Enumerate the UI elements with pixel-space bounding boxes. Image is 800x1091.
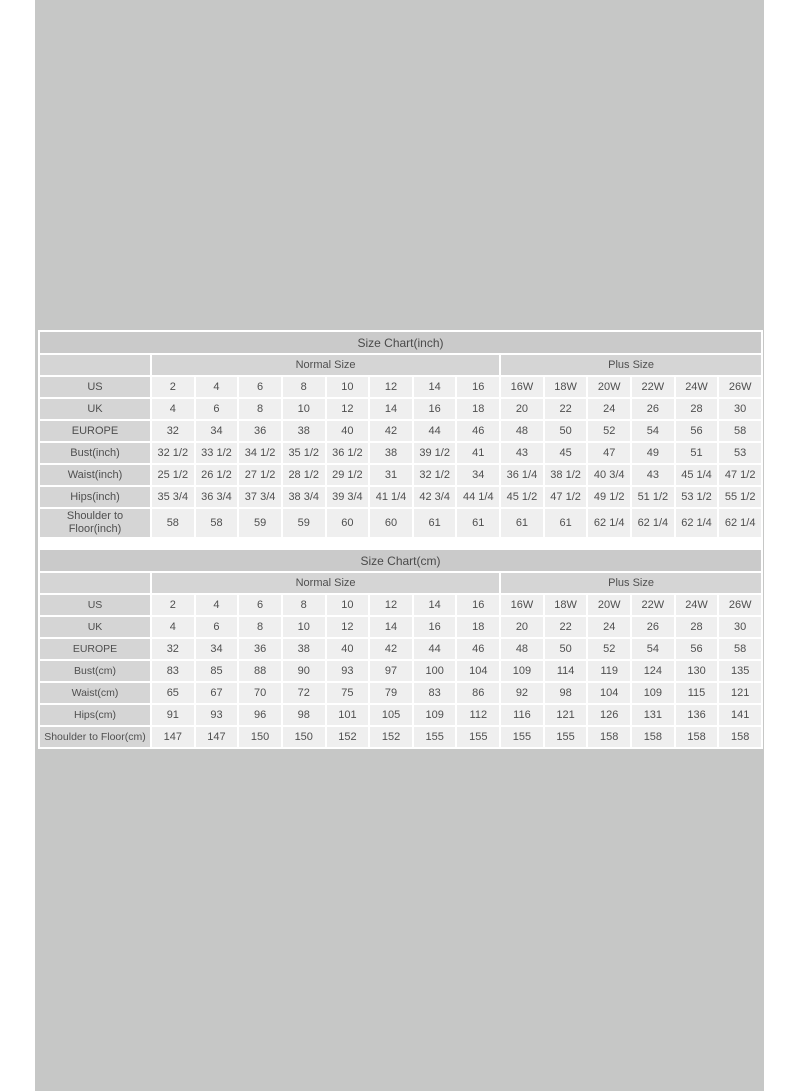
size-cell: 39 3/4: [327, 487, 369, 507]
size-cell: 10: [327, 377, 369, 397]
row-header-europe: EUROPE: [40, 421, 150, 441]
size-chart-cm-table: [38, 571, 763, 749]
size-cell: 93: [327, 661, 369, 681]
size-cell: 14: [370, 399, 412, 419]
row-header-us: US: [40, 595, 150, 615]
size-cell: 36: [239, 639, 281, 659]
size-cell: 36 1/2: [327, 443, 369, 463]
size-cell: 26W: [719, 377, 761, 397]
size-cell: 20: [501, 617, 543, 637]
size-cell: 27 1/2: [239, 465, 281, 485]
size-cell: 52: [588, 421, 630, 441]
size-cell: 36 1/4: [501, 465, 543, 485]
size-cell: 70: [239, 683, 281, 703]
size-cell: 22: [545, 617, 587, 637]
size-cell: 6: [239, 595, 281, 615]
size-chart-inch-table: [38, 353, 763, 539]
size-cell: 24W: [676, 377, 718, 397]
size-cell: 152: [370, 727, 412, 747]
size-cell: 16: [457, 595, 499, 615]
size-chart-cm-block: [40, 550, 761, 749]
size-cell: 115: [676, 683, 718, 703]
size-cell: 32: [152, 421, 194, 441]
size-cell: 62 1/4: [719, 509, 761, 537]
row-header-waist-inch-: Waist(inch): [40, 465, 150, 485]
size-chart-inch-block: [40, 332, 761, 539]
size-cell: 45: [545, 443, 587, 463]
row-header-hips-inch-: Hips(inch): [40, 487, 150, 507]
size-cell: 45 1/2: [501, 487, 543, 507]
row-header-us: US: [40, 377, 150, 397]
size-cell: 83: [414, 683, 456, 703]
size-cell: 35 1/2: [283, 443, 325, 463]
size-cell: 22W: [632, 377, 674, 397]
size-cell: 34: [457, 465, 499, 485]
size-cell: 40 3/4: [588, 465, 630, 485]
size-cell: 6: [239, 377, 281, 397]
size-cell: 41: [457, 443, 499, 463]
size-cell: 18W: [545, 595, 587, 615]
size-cell: 8: [283, 595, 325, 615]
size-cell: 25 1/2: [152, 465, 194, 485]
table-row: [40, 487, 761, 507]
size-cell: 20W: [588, 377, 630, 397]
size-cell: 147: [152, 727, 194, 747]
size-cell: 18W: [545, 377, 587, 397]
row-header-bust-inch-: Bust(inch): [40, 443, 150, 463]
size-cell: 24: [588, 617, 630, 637]
size-cell: 67: [196, 683, 238, 703]
table-row: [40, 465, 761, 485]
size-cell: 14: [370, 617, 412, 637]
table-row: [40, 683, 761, 703]
size-cell: 34: [196, 421, 238, 441]
size-cell: 158: [719, 727, 761, 747]
size-cell: 109: [632, 683, 674, 703]
size-cell: 46: [457, 639, 499, 659]
size-cell: 26: [632, 617, 674, 637]
size-cell: 29 1/2: [327, 465, 369, 485]
size-cell: 32: [152, 639, 194, 659]
size-cell: 37 3/4: [239, 487, 281, 507]
size-cell: 98: [545, 683, 587, 703]
size-cell: 40: [327, 639, 369, 659]
size-cell: 104: [457, 661, 499, 681]
size-cell: 53 1/2: [676, 487, 718, 507]
size-cell: 38 3/4: [283, 487, 325, 507]
row-header-shoulder-to-floor-inch-: Shoulder to Floor(inch): [40, 509, 150, 537]
size-cell: 31: [370, 465, 412, 485]
size-cell: 121: [545, 705, 587, 725]
plus-size-group-header: Plus Size: [501, 573, 761, 593]
size-cell: 6: [196, 617, 238, 637]
table-row: [40, 443, 761, 463]
size-cell: 65: [152, 683, 194, 703]
size-cell: 50: [545, 639, 587, 659]
size-cell: 58: [719, 421, 761, 441]
size-cell: 119: [588, 661, 630, 681]
size-cell: 126: [588, 705, 630, 725]
size-cell: 100: [414, 661, 456, 681]
size-cell: 24W: [676, 595, 718, 615]
size-cell: 83: [152, 661, 194, 681]
size-cell: 34 1/2: [239, 443, 281, 463]
size-cell: 158: [632, 727, 674, 747]
size-cell: 39 1/2: [414, 443, 456, 463]
size-cell: 152: [327, 727, 369, 747]
table-row: [40, 617, 761, 637]
size-cell: 124: [632, 661, 674, 681]
size-cell: 79: [370, 683, 412, 703]
size-cell: 109: [414, 705, 456, 725]
size-chart-inch-title: Size Chart(inch): [40, 332, 761, 353]
size-cell: 4: [196, 377, 238, 397]
size-cell: 43: [501, 443, 543, 463]
size-cell: 44 1/4: [457, 487, 499, 507]
size-cell: 47: [588, 443, 630, 463]
size-cell: 50: [545, 421, 587, 441]
size-cell: 58: [719, 639, 761, 659]
size-cell: 30: [719, 399, 761, 419]
size-cell: 34: [196, 639, 238, 659]
size-cell: 38 1/2: [545, 465, 587, 485]
size-cell: 12: [327, 617, 369, 637]
size-cell: 8: [239, 617, 281, 637]
size-cell: 93: [196, 705, 238, 725]
size-cell: 147: [196, 727, 238, 747]
size-cell: 86: [457, 683, 499, 703]
size-cell: 155: [414, 727, 456, 747]
row-header-uk: UK: [40, 399, 150, 419]
size-cell: 26: [632, 399, 674, 419]
table-row: [40, 377, 761, 397]
size-cell: 135: [719, 661, 761, 681]
size-cell: 62 1/4: [676, 509, 718, 537]
size-cell: 51: [676, 443, 718, 463]
size-cell: 8: [239, 399, 281, 419]
size-cell: 98: [283, 705, 325, 725]
size-cell: 155: [545, 727, 587, 747]
size-cell: 116: [501, 705, 543, 725]
size-chart-cm-title: Size Chart(cm): [40, 550, 761, 571]
size-cell: 114: [545, 661, 587, 681]
size-cell: 60: [370, 509, 412, 537]
size-cell: 2: [152, 595, 194, 615]
size-charts-container: [38, 330, 763, 749]
size-cell: 30: [719, 617, 761, 637]
row-header-bust-cm-: Bust(cm): [40, 661, 150, 681]
size-cell: 24: [588, 399, 630, 419]
size-cell: 35 3/4: [152, 487, 194, 507]
table-row: [40, 595, 761, 615]
size-cell: 61: [545, 509, 587, 537]
size-cell: 10: [327, 595, 369, 615]
size-cell: 141: [719, 705, 761, 725]
size-cell: 2: [152, 377, 194, 397]
size-cell: 56: [676, 421, 718, 441]
size-cell: 26W: [719, 595, 761, 615]
size-cell: 42: [370, 639, 412, 659]
size-cell: 101: [327, 705, 369, 725]
size-cell: 14: [414, 595, 456, 615]
table-row: [40, 421, 761, 441]
size-cell: 16W: [501, 377, 543, 397]
size-cell: 85: [196, 661, 238, 681]
size-cell: 46: [457, 421, 499, 441]
size-cell: 158: [676, 727, 718, 747]
size-cell: 44: [414, 639, 456, 659]
size-cell: 44: [414, 421, 456, 441]
size-cell: 130: [676, 661, 718, 681]
size-cell: 91: [152, 705, 194, 725]
table-row: [40, 639, 761, 659]
size-cell: 42: [370, 421, 412, 441]
size-cell: 12: [370, 377, 412, 397]
table-row: [40, 727, 761, 747]
size-cell: 112: [457, 705, 499, 725]
size-cell: 61: [457, 509, 499, 537]
row-header-waist-cm-: Waist(cm): [40, 683, 150, 703]
size-cell: 61: [501, 509, 543, 537]
size-cell: 59: [283, 509, 325, 537]
plus-size-group-header: Plus Size: [501, 355, 761, 375]
size-cell: 96: [239, 705, 281, 725]
size-cell: 62 1/4: [588, 509, 630, 537]
size-cell: 54: [632, 421, 674, 441]
size-cell: 90: [283, 661, 325, 681]
size-cell: 53: [719, 443, 761, 463]
size-cell: 12: [370, 595, 412, 615]
corner-cell: [40, 573, 150, 593]
size-cell: 47 1/2: [719, 465, 761, 485]
size-cell: 104: [588, 683, 630, 703]
size-cell: 109: [501, 661, 543, 681]
size-cell: 22: [545, 399, 587, 419]
size-cell: 41 1/4: [370, 487, 412, 507]
size-cell: 36: [239, 421, 281, 441]
size-cell: 20W: [588, 595, 630, 615]
size-cell: 12: [327, 399, 369, 419]
size-cell: 158: [588, 727, 630, 747]
size-cell: 54: [632, 639, 674, 659]
size-cell: 10: [283, 399, 325, 419]
size-cell: 88: [239, 661, 281, 681]
size-cell: 14: [414, 377, 456, 397]
row-header-hips-cm-: Hips(cm): [40, 705, 150, 725]
size-cell: 105: [370, 705, 412, 725]
size-cell: 155: [457, 727, 499, 747]
size-cell: 58: [196, 509, 238, 537]
normal-size-group-header: Normal Size: [152, 573, 499, 593]
size-cell: 33 1/2: [196, 443, 238, 463]
row-header-uk: UK: [40, 617, 150, 637]
size-cell: 136: [676, 705, 718, 725]
size-cell: 26 1/2: [196, 465, 238, 485]
size-cell: 4: [152, 399, 194, 419]
size-cell: 97: [370, 661, 412, 681]
size-cell: 18: [457, 617, 499, 637]
size-cell: 42 3/4: [414, 487, 456, 507]
size-cell: 40: [327, 421, 369, 441]
size-cell: 8: [283, 377, 325, 397]
size-cell: 38: [370, 443, 412, 463]
size-cell: 16W: [501, 595, 543, 615]
size-cell: 10: [283, 617, 325, 637]
size-cell: 58: [152, 509, 194, 537]
size-cell: 48: [501, 421, 543, 441]
table-row: [40, 661, 761, 681]
size-cell: 62 1/4: [632, 509, 674, 537]
size-cell: 32 1/2: [152, 443, 194, 463]
size-cell: 60: [327, 509, 369, 537]
table-row: [40, 705, 761, 725]
size-cell: 36 3/4: [196, 487, 238, 507]
size-cell: 47 1/2: [545, 487, 587, 507]
size-cell: 49: [632, 443, 674, 463]
size-cell: 38: [283, 639, 325, 659]
table-row: [40, 509, 761, 537]
size-cell: 6: [196, 399, 238, 419]
size-cell: 18: [457, 399, 499, 419]
corner-cell: [40, 355, 150, 375]
size-cell: 92: [501, 683, 543, 703]
size-cell: 56: [676, 639, 718, 659]
row-header-shoulder-to-floor-cm-: Shoulder to Floor(cm): [40, 727, 150, 747]
size-cell: 55 1/2: [719, 487, 761, 507]
size-cell: 131: [632, 705, 674, 725]
group-header-row: [40, 573, 761, 593]
row-header-europe: EUROPE: [40, 639, 150, 659]
size-cell: 32 1/2: [414, 465, 456, 485]
size-cell: 72: [283, 683, 325, 703]
size-cell: 20: [501, 399, 543, 419]
size-cell: 155: [501, 727, 543, 747]
size-cell: 4: [152, 617, 194, 637]
size-cell: 28: [676, 617, 718, 637]
size-cell: 16: [457, 377, 499, 397]
size-cell: 75: [327, 683, 369, 703]
size-cell: 28 1/2: [283, 465, 325, 485]
size-cell: 150: [239, 727, 281, 747]
size-cell: 51 1/2: [632, 487, 674, 507]
size-cell: 22W: [632, 595, 674, 615]
size-cell: 61: [414, 509, 456, 537]
size-cell: 52: [588, 639, 630, 659]
size-cell: 49 1/2: [588, 487, 630, 507]
size-cell: 121: [719, 683, 761, 703]
size-cell: 28: [676, 399, 718, 419]
size-cell: 16: [414, 399, 456, 419]
size-cell: 48: [501, 639, 543, 659]
normal-size-group-header: Normal Size: [152, 355, 499, 375]
size-cell: 150: [283, 727, 325, 747]
table-row: [40, 399, 761, 419]
size-cell: 38: [283, 421, 325, 441]
size-cell: 59: [239, 509, 281, 537]
size-cell: 4: [196, 595, 238, 615]
group-header-row: [40, 355, 761, 375]
size-cell: 45 1/4: [676, 465, 718, 485]
size-cell: 43: [632, 465, 674, 485]
size-cell: 16: [414, 617, 456, 637]
